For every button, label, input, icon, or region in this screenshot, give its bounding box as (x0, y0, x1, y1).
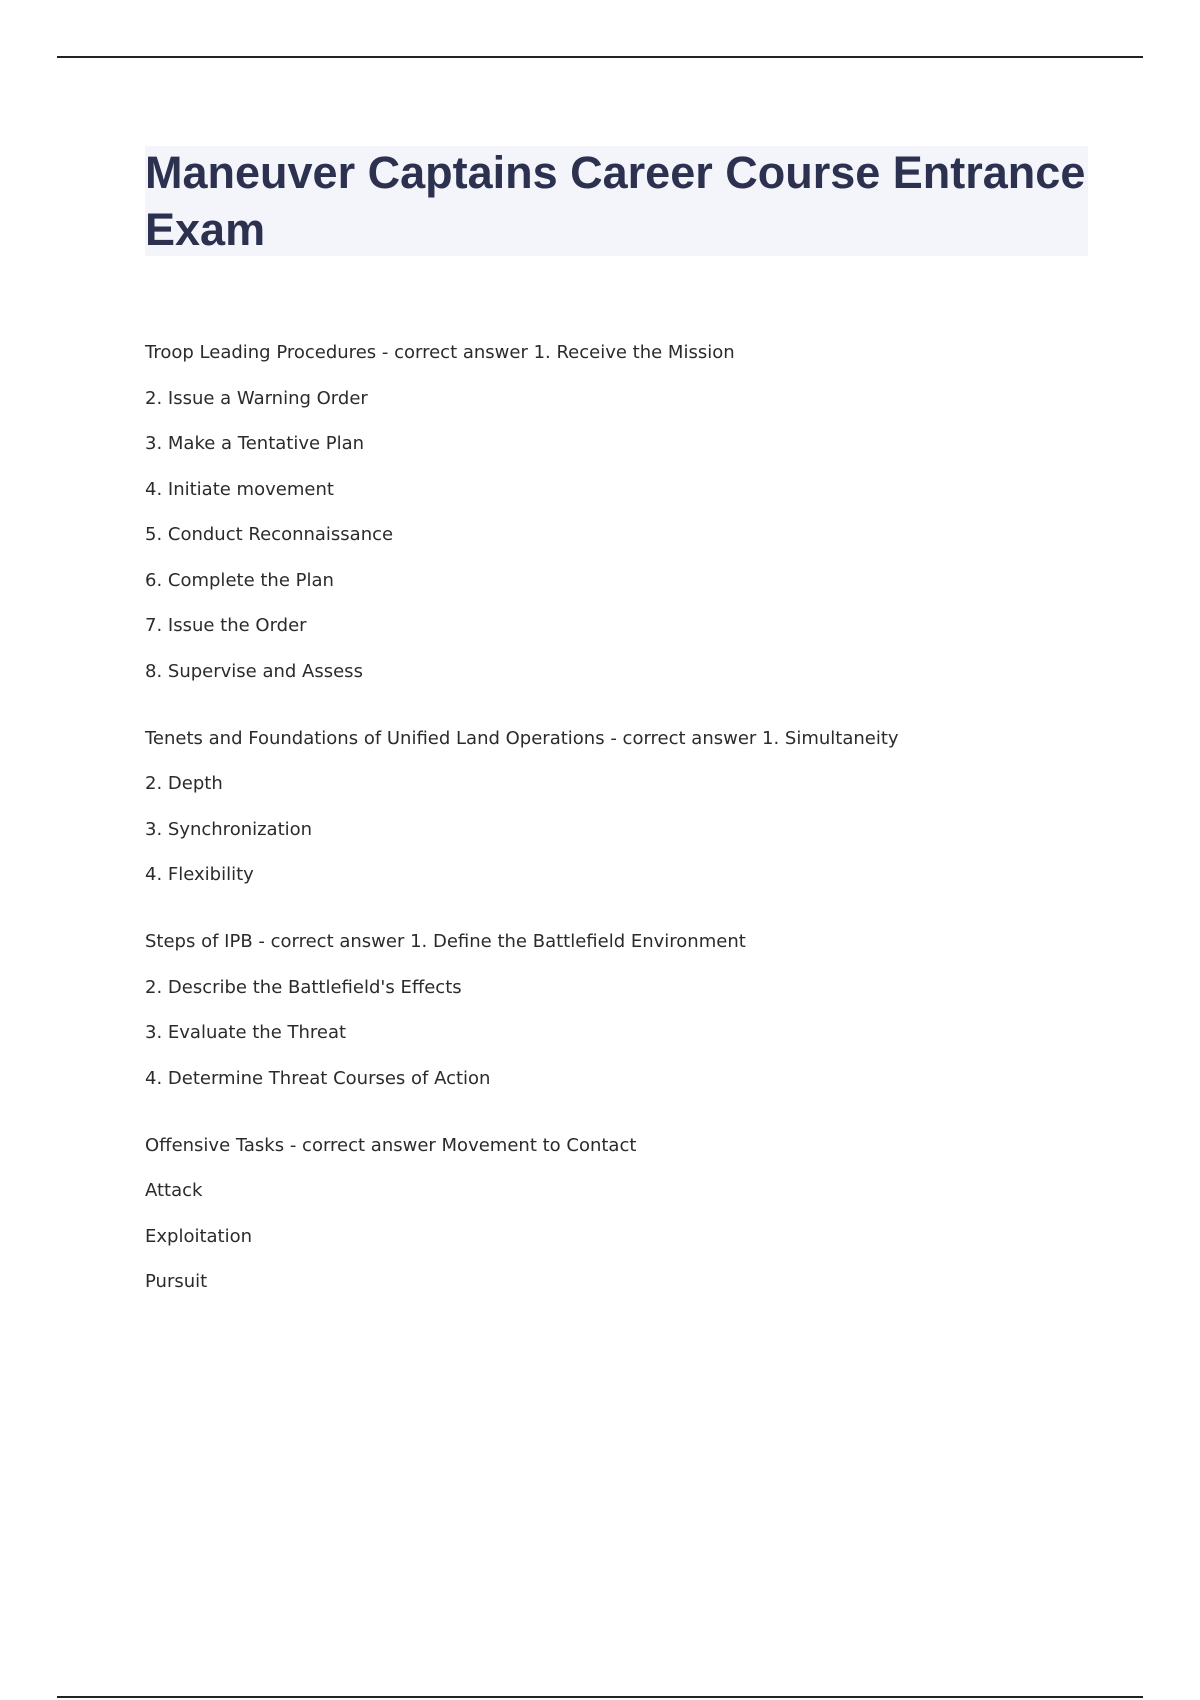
question-line (145, 728, 1105, 750)
answer-line: 6. Complete the Plan (145, 569, 334, 591)
question-line (145, 1135, 1105, 1157)
answer-separator: - correct answer (376, 342, 534, 363)
answer-line: Attack (145, 1180, 203, 1201)
answer-line: 4. Determine Threat Courses of Action (145, 1067, 491, 1089)
qa-section-ipb-steps (145, 931, 1105, 1090)
answer-line: 2. Issue a Warning Order (145, 387, 368, 409)
question-line (145, 931, 1105, 953)
question-line (145, 342, 1105, 364)
qa-section-unified-land-operations (145, 728, 1105, 887)
bottom-rule (57, 1696, 1143, 1698)
answer-line: Pursuit (145, 1271, 208, 1292)
answer-text: 1. Receive the Mission (533, 342, 735, 363)
answer-line: 8. Supervise and Assess (145, 660, 363, 682)
answer-line: 7. Issue the Order (145, 615, 307, 636)
answer-line: 3. Make a Tentative Plan (145, 433, 365, 454)
answer-separator: - correct answer (604, 727, 763, 749)
document-body (145, 342, 1105, 1338)
answer-separator: - correct answer (284, 1134, 442, 1156)
answer-separator: - correct answer (252, 931, 411, 952)
title-banner (145, 146, 1088, 256)
top-rule (57, 56, 1143, 58)
question-text: Offensive Tasks (145, 1134, 285, 1156)
qa-section-troop-leading (145, 342, 1105, 683)
answer-line: 5. Conduct Reconnaissance (145, 524, 394, 545)
answer-line: 4. Initiate movement (145, 478, 334, 500)
question-text: Troop Leading Procedures (145, 342, 377, 363)
question-text: Steps of IPB (145, 931, 253, 952)
answer-line: 3. Evaluate the Threat (145, 1022, 347, 1043)
answer-text: 1. Simultaneity (762, 727, 899, 749)
answer-text: Movement to Contact (441, 1134, 637, 1156)
document-title: Maneuver Captains Career Course Entrance Exam (145, 147, 1086, 255)
answer-line: 4. Flexibility (145, 864, 254, 885)
question-text: Tenets and Foundations of Unified Land Operations (145, 727, 605, 749)
qa-section-offensive-tasks (145, 1135, 1105, 1294)
answer-line: 3. Synchronization (145, 818, 313, 840)
answer-line: Exploitation (145, 1225, 253, 1247)
answer-line: 2. Depth (145, 773, 223, 794)
answer-line: 2. Describe the Battlefield's Effects (145, 976, 462, 998)
answer-text: 1. Define the Battlefield Environment (410, 931, 746, 952)
